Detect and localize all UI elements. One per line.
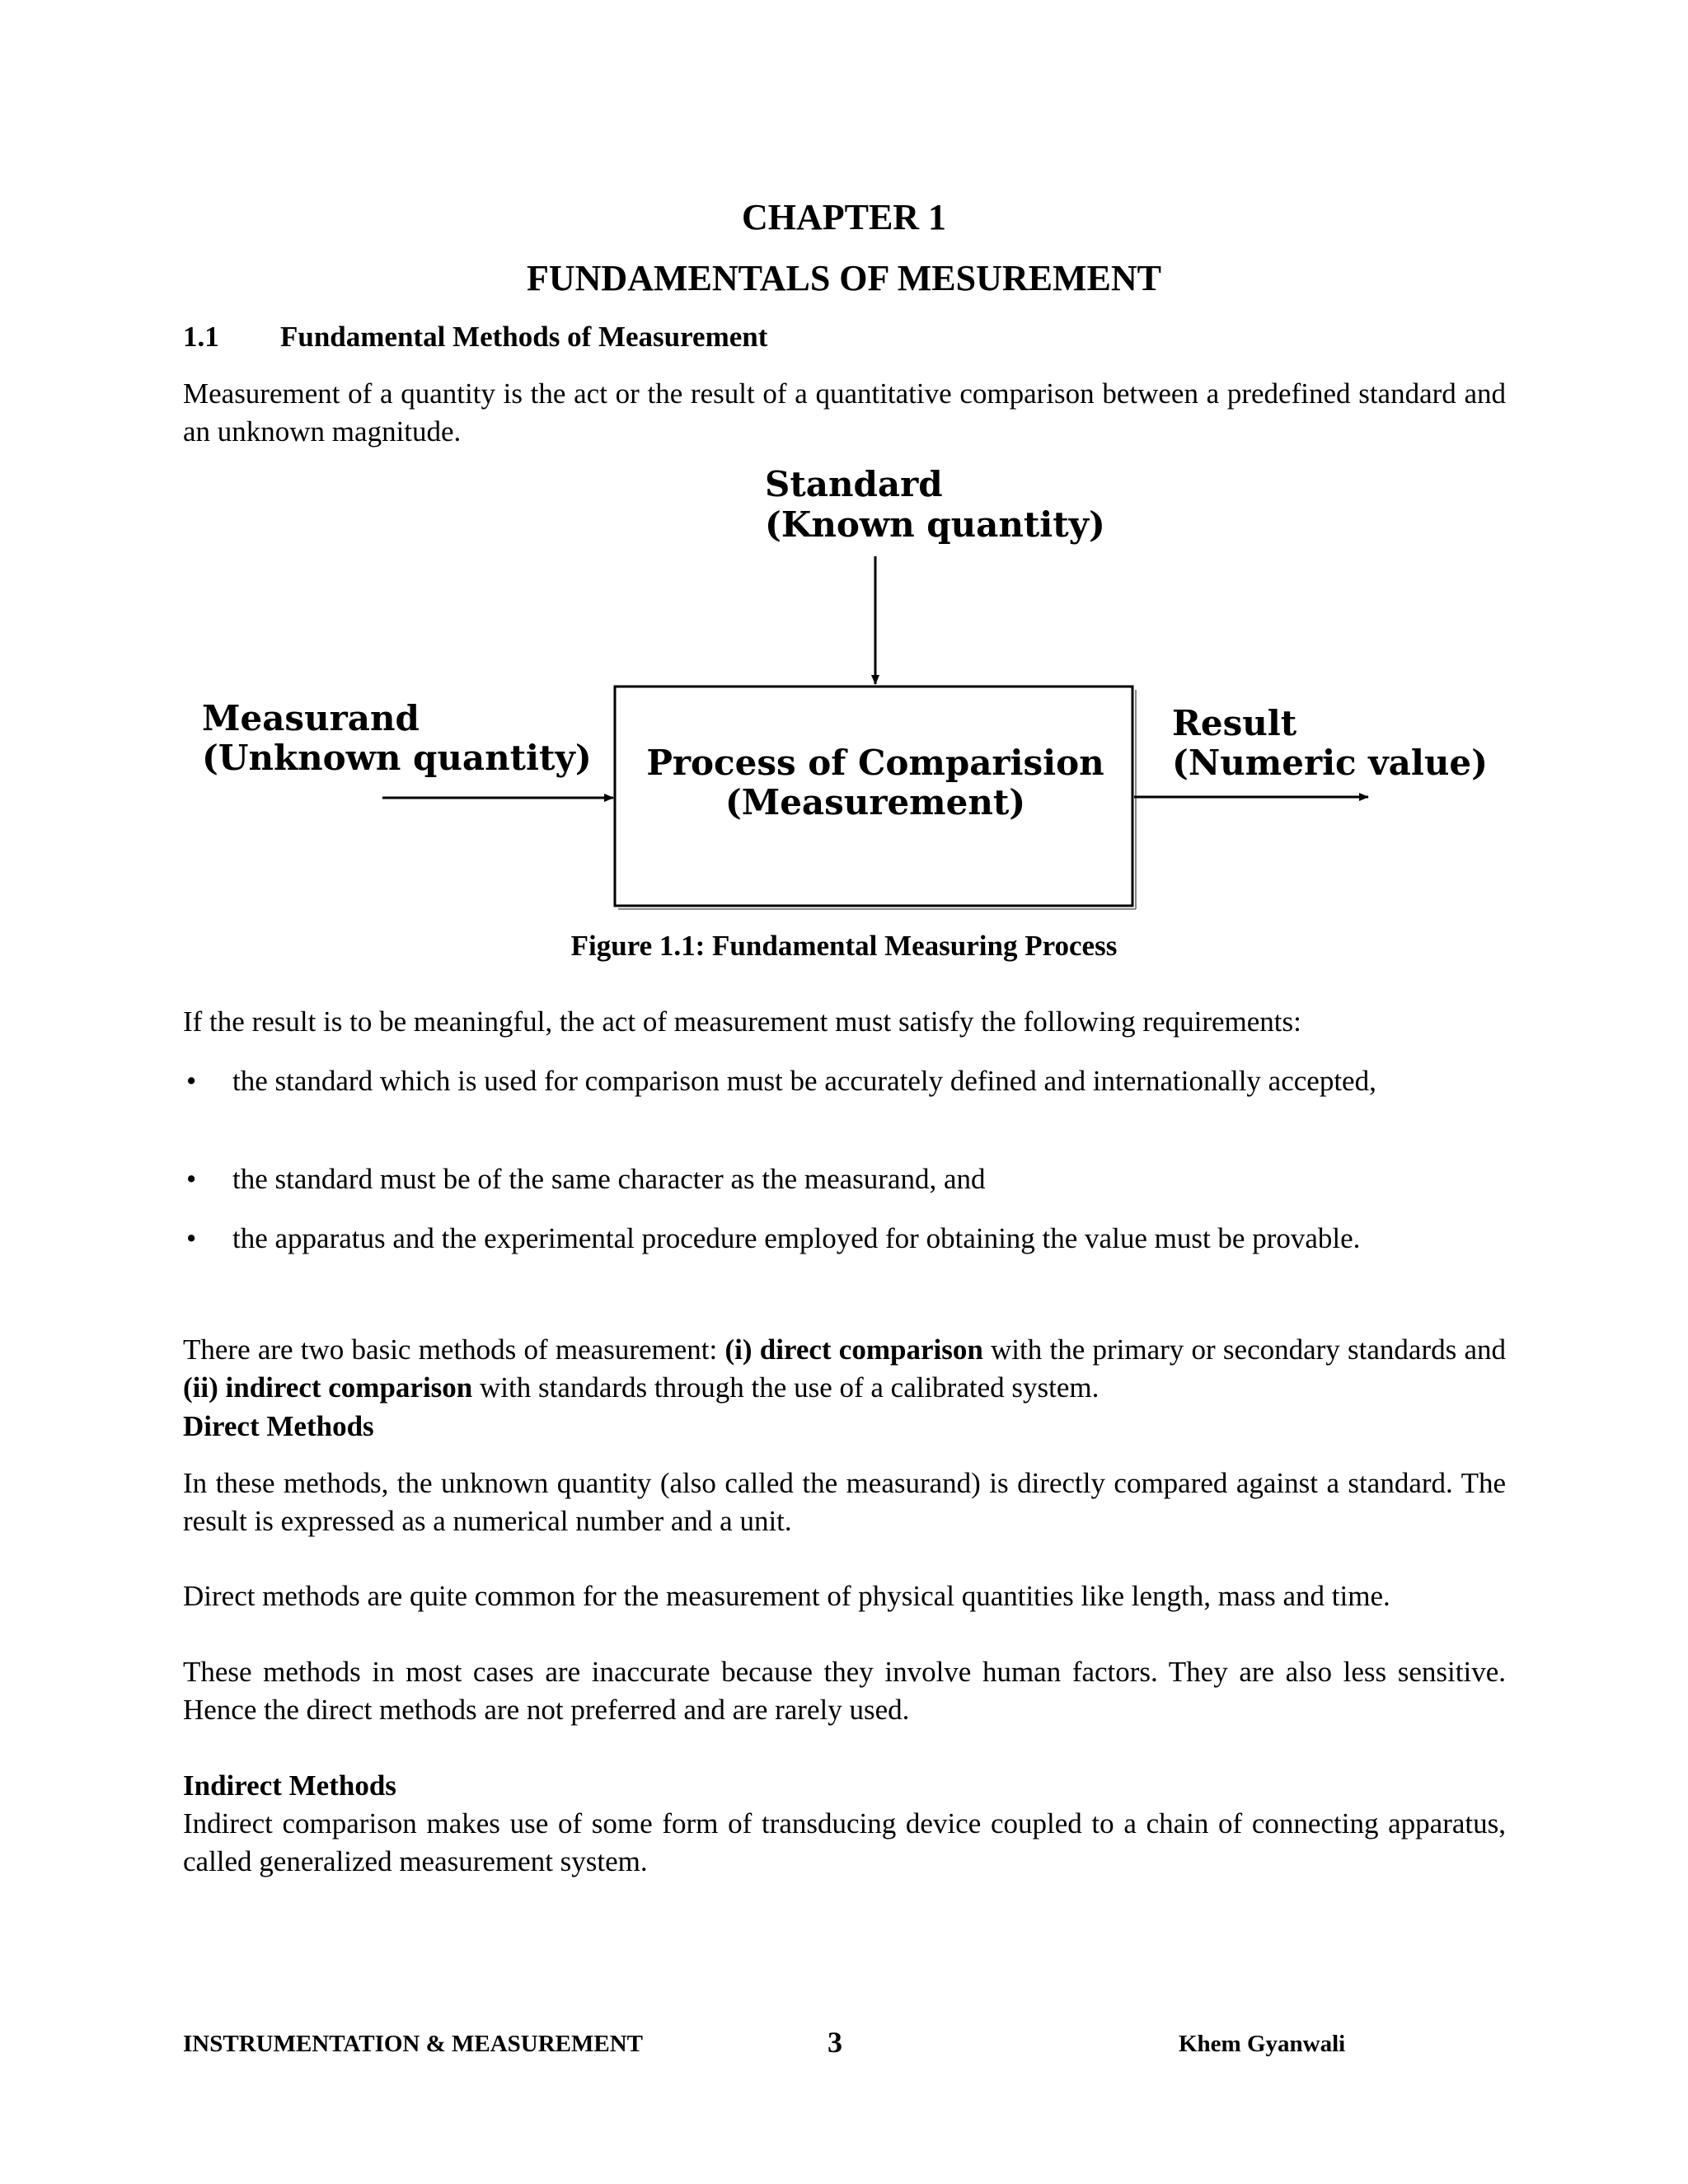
footer-book-title: INSTRUMENTATION & MEASUREMENT	[183, 2031, 644, 2057]
process-sublabel: (Measurement)	[724, 782, 1026, 823]
direct-methods-para-1: In these methods, the unknown quantity (also called the measurand) is directly compared against a standard. The result is expressed as a numerical number and a unit.	[183, 1467, 1506, 1537]
methods-text-2: with the primary or secondary standards and	[982, 1333, 1506, 1366]
requirements-intro: If the result is to be meaningful, the act of measurement must satisfy the following requirements:	[183, 1005, 1301, 1038]
methods-text-1: There are two basic methods of measurement:	[183, 1333, 725, 1366]
direct-comparison-term: (i) direct comparison	[724, 1333, 983, 1366]
chapter-number: CHAPTER 1	[741, 197, 947, 237]
chapter-title: FUNDAMENTALS OF MESUREMENT	[526, 258, 1162, 298]
direct-methods-heading: Direct Methods	[183, 1410, 374, 1442]
figure-caption: Figure 1.1: Fundamental Measuring Process	[570, 930, 1118, 962]
bullet-icon: •	[186, 1065, 197, 1097]
methods-paragraph	[183, 1331, 1506, 1407]
direct-methods-para-3: These methods in most cases are inaccurate because they involve human factors. They are also less sensitive. Hence the direct methods are not preferred and are rarely used.	[183, 1656, 1506, 1726]
methods-text-3: with standards through the use of a calibrated system.	[472, 1371, 1100, 1404]
indirect-comparison-term: (ii) indirect comparison	[183, 1371, 473, 1404]
indirect-methods-heading: Indirect Methods	[183, 1769, 396, 1802]
requirement-item: the standard which is used for comparison must be accurately defined and internationally accepted,	[232, 1065, 1376, 1097]
bullet-icon: •	[186, 1163, 197, 1195]
measurand-sublabel: (Unknown quantity)	[202, 738, 592, 778]
section-number: 1.1	[183, 321, 219, 353]
result-sublabel: (Numeric value)	[1172, 743, 1488, 783]
requirement-item: the standard must be of the same character as the measurand, and	[232, 1163, 986, 1195]
requirement-item: the apparatus and the experimental procedure employed for obtaining the value must be provable.	[232, 1222, 1361, 1254]
bullet-icon: •	[186, 1222, 197, 1254]
indirect-methods-para-1: Indirect comparison makes use of some form of transducing device coupled to a chain of connecting apparatus, called generalized measurement system.	[183, 1807, 1506, 1877]
page-number: 3	[828, 2026, 842, 2059]
result-label: Result	[1172, 703, 1297, 743]
process-label: Process of Comparision	[646, 743, 1104, 783]
standard-label: Standard	[765, 464, 943, 504]
standard-sublabel: (Known quantity)	[765, 504, 1105, 545]
measuring-process-diagram	[0, 462, 1688, 923]
footer-author: Khem Gyanwali	[1179, 2031, 1346, 2057]
intro-paragraph: Measurement of a quantity is the act or the result of a quantitative comparison between a predefined standard and an unknown magnitude.	[183, 377, 1506, 448]
measurand-label: Measurand	[202, 698, 420, 738]
direct-methods-para-2: Direct methods are quite common for the measurement of physical quantities like length, mass and time.	[183, 1580, 1390, 1612]
section-title: Fundamental Methods of Measurement	[280, 321, 768, 353]
